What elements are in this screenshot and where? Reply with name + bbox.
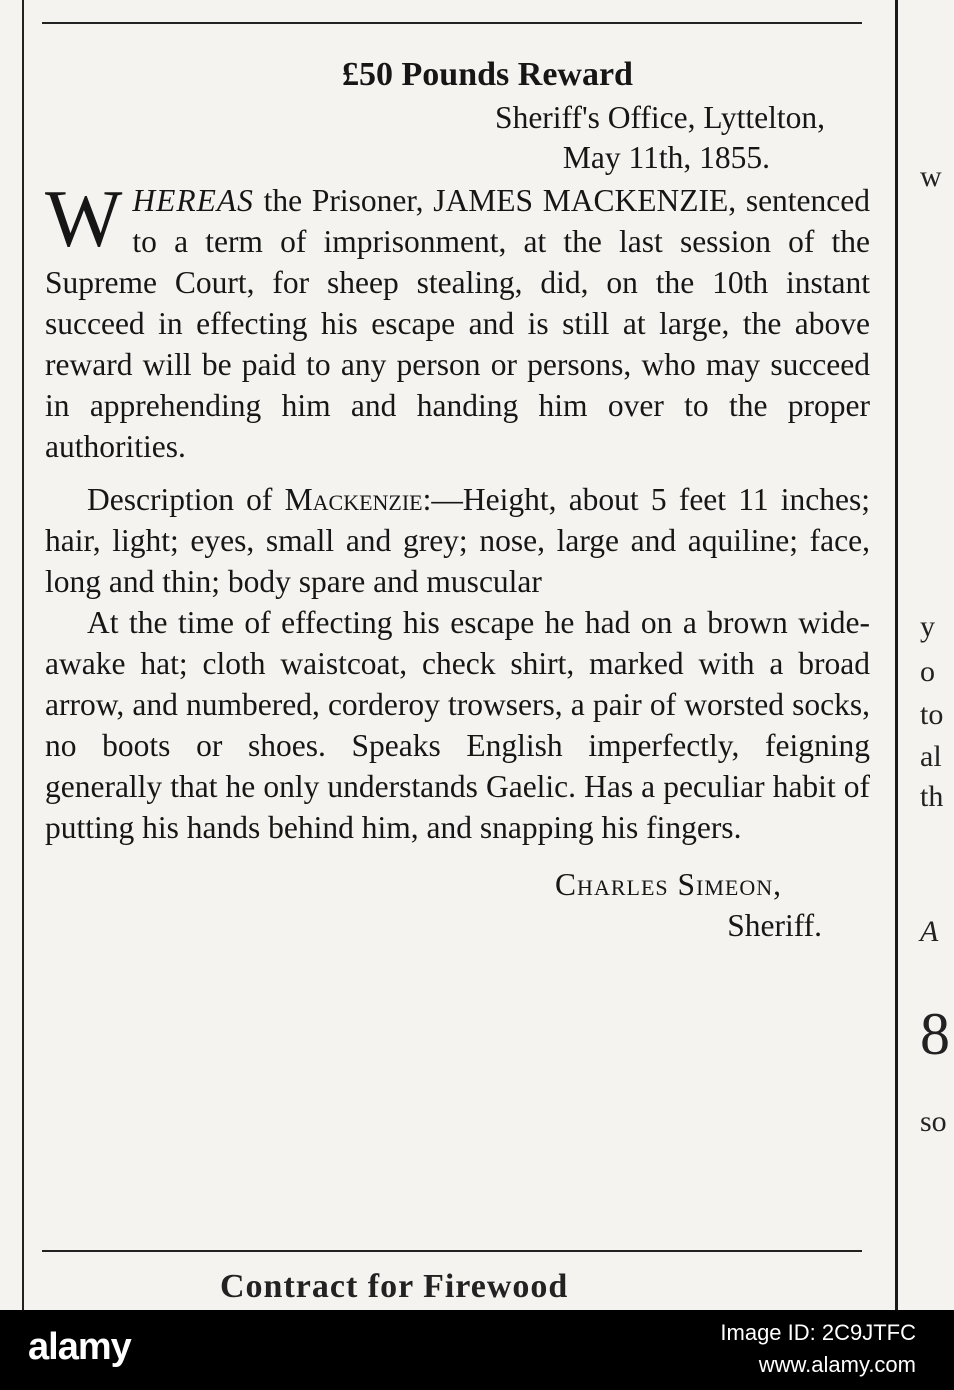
paragraph-1-text: the Prisoner, JAMES MACKENZIE, sentenced to a term of imprisonment, at the last session of the Supreme Court, for sheep stealing, did, on the 10th instant succeed in effecting his escape and is still at large, the above reward will be paid to any person or persons, who may succeed in apprehending him and handing him over to the proper authorities. <box>45 183 870 464</box>
edge-fragment: so <box>920 1105 947 1138</box>
edge-fragment: y <box>920 610 935 643</box>
image-id: Image ID: 2C9JTFC <box>720 1320 916 1345</box>
notice-place: Sheriff's Office, Lyttelton, <box>495 100 825 135</box>
site-url: www.alamy.com <box>758 1352 916 1377</box>
drop-cap: W <box>45 173 123 264</box>
notice-title: £50 Pounds Reward <box>342 56 633 93</box>
bottom-rule <box>42 1250 862 1252</box>
description-paragraph <box>45 479 870 602</box>
edge-fragment: 8 <box>920 1001 950 1067</box>
description-text: :—Height, about 5 feet 11 inches; hair, light; eyes, small and grey; nose, large and aquiline; face, long and thin; body spare and muscular <box>45 482 870 599</box>
lead-word: HEREAS <box>132 183 254 218</box>
signature-role: Sheriff. <box>727 908 822 943</box>
clothing-paragraph: At the time of effecting his escape he had on a brown wide-awake hat; cloth waistcoat, check shirt, marked with a broad arrow, and numbered, corderoy trowsers, a pair of worsted socks, no boots or shoes. Speaks English imperfectly, feigning generally that he only understands Gaelic. Has a peculiar habit of putting his hands behind him, and snapping his fingers. <box>45 605 870 845</box>
edge-fragment: to <box>920 698 944 731</box>
notice-paragraph-1 <box>45 173 870 467</box>
left-border-rule <box>22 0 24 1310</box>
edge-fragment: A <box>920 915 939 948</box>
signature-name: Charles Simeon, <box>555 867 782 902</box>
description-name: Mackenzie <box>284 482 423 517</box>
notice-date: May 11th, 1855. <box>562 140 770 175</box>
cutoff-heading: Contract for Firewood <box>220 1268 569 1305</box>
edge-fragment: al <box>920 740 942 773</box>
edge-fragment: o <box>920 655 935 688</box>
edge-fragment: th <box>920 780 944 813</box>
column-rule <box>895 0 898 1310</box>
reward-notice <box>45 52 870 946</box>
top-rule <box>42 22 862 24</box>
edge-fragment: w <box>920 160 942 193</box>
alamy-logo: alamy <box>28 1326 131 1368</box>
stock-footer <box>0 1310 954 1390</box>
description-lead: Description of <box>87 482 273 517</box>
